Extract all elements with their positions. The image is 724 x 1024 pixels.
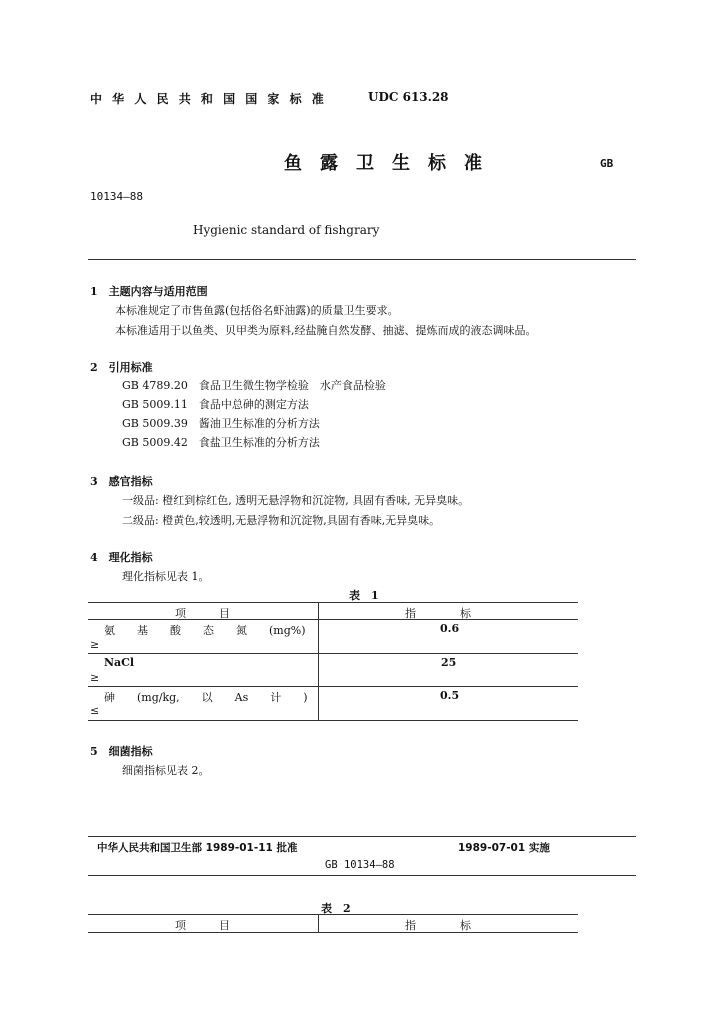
table-1-top-rule bbox=[88, 602, 578, 603]
reference-item: GB 5009.11 食品中总砷的测定方法 bbox=[122, 398, 309, 411]
footer-gb-code: GB 10134—88 bbox=[325, 859, 395, 871]
table-1-header-item: 项 目 bbox=[175, 607, 230, 620]
title-divider bbox=[88, 259, 636, 260]
section-2-heading: 2 引用标准 bbox=[90, 361, 153, 374]
reference-item: GB 5009.42 食盐卫生标准的分析方法 bbox=[122, 436, 320, 449]
table-2-header-index: 指 标 bbox=[405, 919, 471, 932]
reference-item: GB 5009.39 酱油卫生标准的分析方法 bbox=[122, 417, 320, 430]
table-row-rule bbox=[88, 686, 578, 687]
section-4-intro: 理化指标见表 1。 bbox=[122, 570, 210, 583]
table-row-comparator: ≥ bbox=[90, 638, 100, 651]
table-1-caption: 表 1 bbox=[349, 589, 379, 602]
table-row-value: 25 bbox=[441, 656, 457, 669]
section-4-heading: 4 理化指标 bbox=[90, 551, 153, 564]
english-title: Hygienic standard of fishgrary bbox=[193, 223, 380, 237]
document-title: 鱼 露 卫 生 标 准 bbox=[284, 153, 482, 174]
gb-prefix: GB bbox=[600, 157, 614, 170]
implementation-date: 1989-07-01 实施 bbox=[458, 842, 550, 854]
table-row-value: 0.6 bbox=[440, 622, 460, 635]
footer-bottom-rule bbox=[88, 875, 636, 876]
table-row-item: NaCl bbox=[104, 656, 135, 669]
section-1-line: 本标准适用于以鱼类、贝甲类为原料,经盐腌自然发酵、抽滤、提炼而成的液态调味品。 bbox=[115, 324, 537, 337]
table-row-item: 砷 (mg/kg, 以 As 计 ) bbox=[104, 691, 308, 704]
section-1-heading: 1 主题内容与适用范围 bbox=[90, 285, 208, 298]
table-1-column-divider bbox=[318, 602, 319, 720]
approval-line: 中华人民共和国卫生部 1989-01-11 批准 bbox=[97, 842, 298, 854]
gb-number: 10134—88 bbox=[90, 190, 143, 203]
table-2-header-rule bbox=[88, 932, 578, 933]
table-row-comparator: ≥ bbox=[90, 671, 100, 684]
section-3-heading: 3 感官指标 bbox=[90, 475, 153, 488]
table-2-caption: 表 2 bbox=[321, 902, 351, 915]
table-row-item: 氨 基 酸 态 氮 (mg%) bbox=[104, 624, 306, 637]
table-2-top-rule bbox=[88, 914, 578, 915]
section-5-heading: 5 细菌指标 bbox=[90, 745, 153, 758]
table-2-column-divider bbox=[318, 914, 319, 932]
standard-org-heading: 中 华 人 民 共 和 国 国 家 标 准 bbox=[90, 92, 327, 106]
table-row-value: 0.5 bbox=[440, 689, 460, 702]
reference-item: GB 4789.20 食品卫生微生物学检验 水产食品检验 bbox=[122, 379, 386, 392]
footer-top-rule bbox=[88, 836, 636, 837]
table-row-rule bbox=[88, 653, 578, 654]
table-row-comparator: ≤ bbox=[90, 704, 100, 717]
sensory-grade-1: 一级品: 橙红到棕红色, 透明无悬浮物和沉淀物, 具固有香味, 无异臭味。 bbox=[122, 494, 470, 507]
table-2-header-item: 项 目 bbox=[175, 919, 230, 932]
table-1-bottom-rule bbox=[88, 720, 578, 721]
udc-code: UDC 613.28 bbox=[368, 90, 449, 104]
table-1-header-index: 指 标 bbox=[405, 607, 471, 620]
section-5-intro: 细菌指标见表 2。 bbox=[122, 764, 210, 777]
section-1-line: 本标准规定了市售鱼露(包括俗名虾油露)的质量卫生要求。 bbox=[115, 304, 399, 317]
table-1-header-rule bbox=[88, 619, 578, 620]
sensory-grade-2: 二级品: 橙黄色,较透明,无悬浮物和沉淀物,具固有香味,无异臭味。 bbox=[122, 514, 441, 527]
